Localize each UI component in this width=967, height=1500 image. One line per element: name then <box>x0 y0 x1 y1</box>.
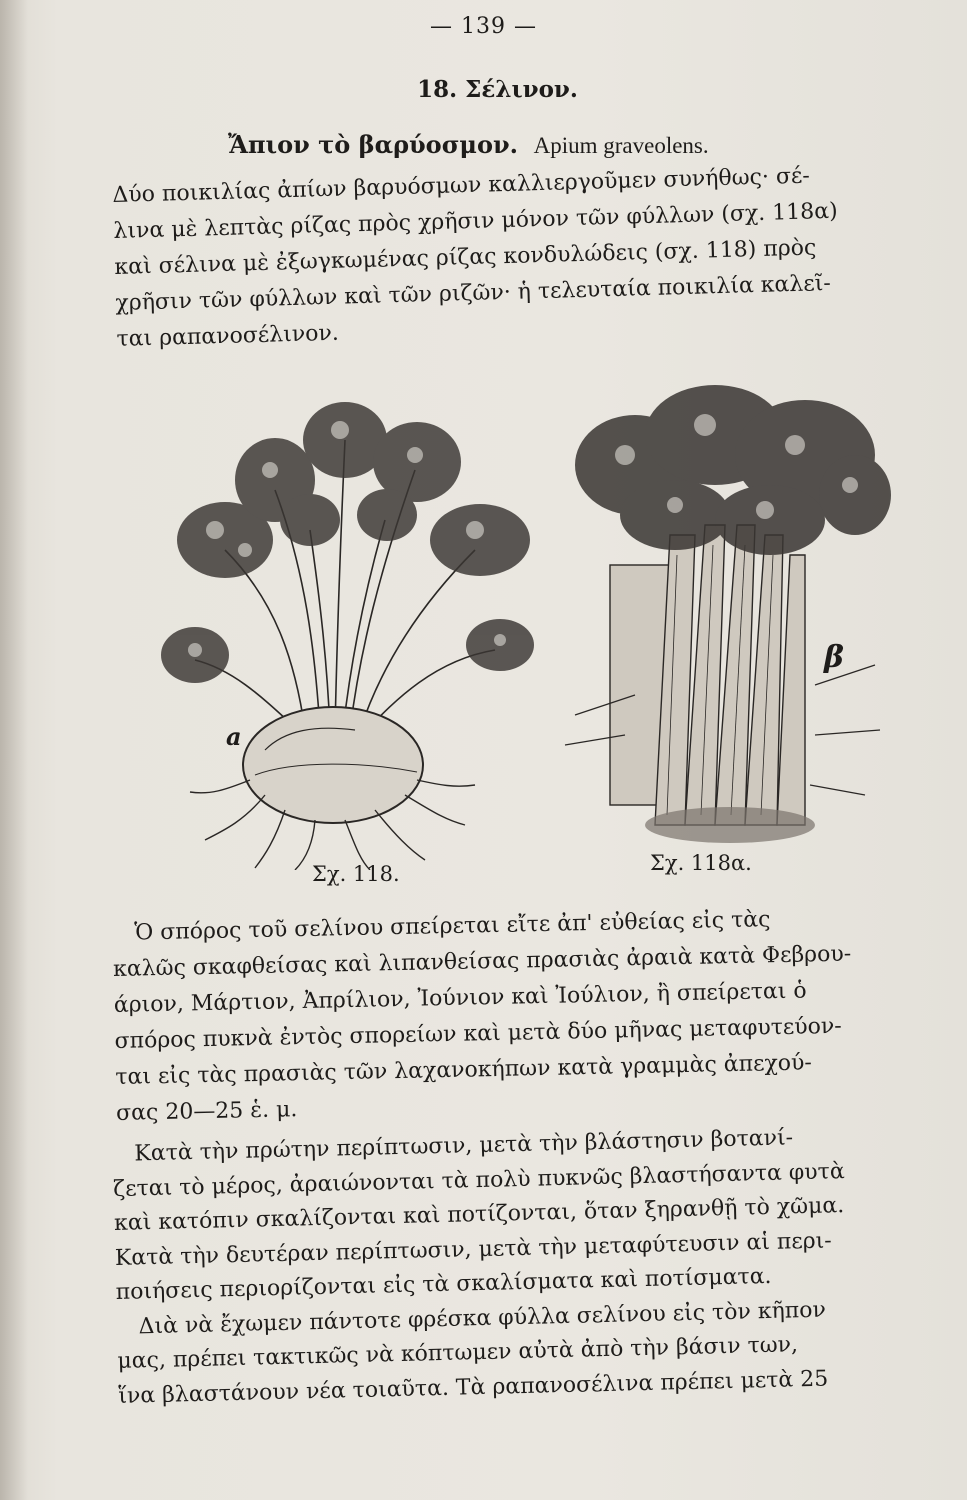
subtitle-latin: Apium graveolens. <box>533 133 709 158</box>
text-line: ζεται τὸ μέρος, ἀραιώνονται τὰ πολὺ πυκνῶς βλαστήσαντα φυτὰ <box>112 1158 845 1202</box>
text-line: σπόρος πυκνὰ ἐντὸς σπορείων καὶ μετὰ δύο μῆνας μεταφυτεύον- <box>114 1013 842 1054</box>
intro-paragraph <box>112 156 905 358</box>
subtitle <box>228 130 709 159</box>
text-line: λινα μὲ λεπτὰς ρίζας πρὸς χρῆσιν μόνον τῶν φύλλων (σχ. 118α) <box>113 198 838 244</box>
text-line: Διὰ νὰ ἔχωμεν πάντοτε φρέσκα φύλλα σελίνου εἰς τὸν κῆπον <box>138 1297 827 1339</box>
text-line: ται ραπανοσέλινον. <box>116 320 340 352</box>
page-number: — 139 — <box>430 14 537 39</box>
care-paragraph <box>112 1119 907 1414</box>
text-line: Ὁ σπόρος τοῦ σελίνου σπείρεται εἴτε ἀπ' εὐθείας εἰς τὰς <box>134 907 771 946</box>
celeriac-illustration <box>155 400 575 870</box>
celery-illustration <box>555 385 895 845</box>
gutter-shadow <box>0 0 28 1500</box>
text-line: καὶ κατόπιν σκαλίζονται καὶ ποτίζονται, ὅταν ξηρανθῇ τὸ χῶμα. <box>113 1193 845 1236</box>
text-line: Κατὰ τὴν πρώτην περίπτωσιν, μετὰ τὴν βλάστησιν βοτανί- <box>134 1125 794 1167</box>
text-line: σας 20—25 ἑ. μ. <box>115 1097 298 1126</box>
figure-118a-caption: Σχ. 118α. <box>650 851 752 875</box>
subtitle-greek: Ἄπιον τὸ βαρύοσμον. <box>228 130 518 159</box>
figure-b-label: β <box>824 640 844 675</box>
text-line: Κατὰ τὴν δευτέραν περίπτωσιν, μετὰ τὴν μεταφύτευσιν αἱ περι- <box>114 1227 833 1271</box>
sowing-paragraph <box>112 899 904 1131</box>
text-line: ται εἰς τὰς πρασιὰς τῶν λαχανοκήπων κατὰ γραμμὰς ἀπεχού- <box>115 1050 813 1090</box>
text-line: καλῶς σκαφθείσας καὶ λιπανθείσας πρασιὰς ἀραιὰ κατὰ Φεβρου- <box>112 941 852 982</box>
text-line: χρῆσιν τῶν φύλλων καὶ τῶν ριζῶν· ἡ τελευταία ποικιλία καλεῖ- <box>115 270 832 316</box>
text-line: Δύο ποικιλίας ἀπίων βαρυόσμων καλλιεργοῦμεν συνήθως· σέ- <box>112 163 811 208</box>
figure-118-caption: Σχ. 118. <box>312 862 400 886</box>
section-title: 18. Σέλινον. <box>417 76 578 103</box>
figure-a-label: a <box>226 722 242 751</box>
text-line: καὶ σέλινα μὲ ἐξωγκωμένας ρίζας κονδυλώδεις (σχ. 118) πρὸς <box>114 235 817 280</box>
text-line: άριον, Μάρτιον, Ἀπρίλιον, Ἰούνιον καὶ Ἰούλιον, ἢ σπείρεται ὁ <box>113 978 807 1018</box>
text-line: ποιήσεις περιορίζονται εἰς τὰ σκαλίσματα καὶ ποτίσματα. <box>115 1263 772 1305</box>
text-line: μας, πρέπει τακτικῶς νὰ κόπτωμεν αὐτὰ ἀπὸ τὴν βάσιν των, <box>117 1332 799 1374</box>
text-line: ἵνα βλαστάνουν νέα τοιαῦτα. Τὰ ραπανοσέλινα πρέπει μετὰ 25 <box>117 1366 829 1409</box>
